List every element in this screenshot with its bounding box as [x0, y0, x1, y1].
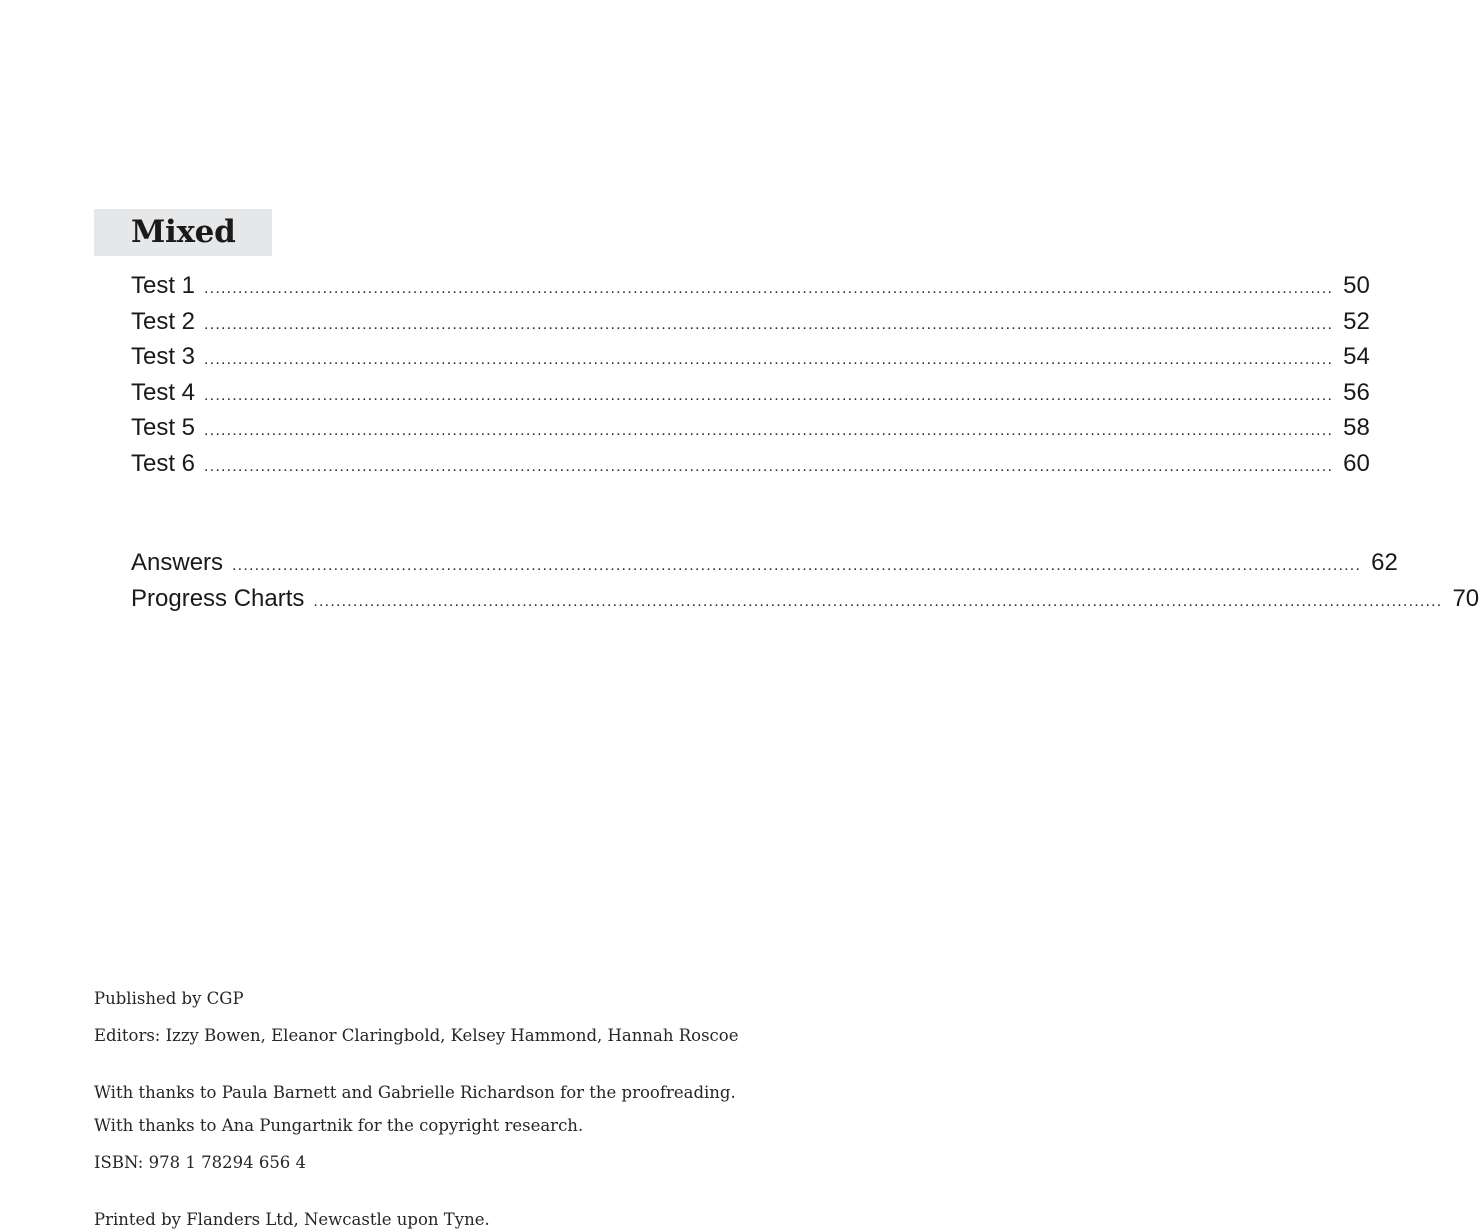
toc-label: Test 1 [131, 272, 196, 299]
dot-leader: ........................................................................................................................................................................................................ [204, 315, 1334, 333]
toc-label: Test 3 [131, 343, 196, 370]
toc-label: Test 2 [131, 307, 196, 335]
dot-leader: ........................................................................................................................................................................................................ [313, 592, 1443, 610]
dot-leader: ........................................................................................................................................................................................................ [204, 280, 1334, 297]
toc-label: Answers [131, 549, 224, 576]
proofreading-thanks: With thanks to Paula Barnett and Gabrielle Richardson for the proofreading. [94, 1083, 736, 1102]
toc-row[interactable] [131, 410, 1370, 446]
toc-label: Progress Charts [131, 584, 305, 612]
toc-row[interactable] [131, 339, 1370, 375]
toc-label: Test 6 [131, 449, 196, 477]
toc-page-number: 50 [1343, 272, 1370, 299]
toc-page-number: 52 [1343, 307, 1370, 335]
toc-page-number: 54 [1343, 343, 1370, 370]
toc-row[interactable] [131, 581, 1479, 617]
toc-row[interactable] [131, 304, 1370, 340]
toc-row[interactable] [131, 268, 1370, 304]
toc-label: Test 5 [131, 414, 196, 441]
section-header [94, 209, 272, 256]
dot-leader: ........................................................................................................................................................................................................ [204, 457, 1334, 475]
dot-leader: ........................................................................................................................................................................................................ [204, 351, 1334, 368]
section-title: Mixed [131, 214, 236, 250]
toc-page-number: 60 [1343, 449, 1370, 477]
copyright-thanks: With thanks to Ana Pungartnik for the copyright research. [94, 1116, 584, 1135]
toc-label: Test 4 [131, 378, 196, 406]
printer-line: Printed by Flanders Ltd, Newcastle upon Tyne. [94, 1210, 490, 1229]
toc-page-number: 56 [1343, 378, 1370, 406]
toc-tests [131, 268, 1370, 481]
isbn-line: ISBN: 978 1 78294 656 4 [94, 1153, 307, 1172]
toc-extras [131, 545, 1479, 616]
dot-leader: ........................................................................................................................................................................................................ [204, 386, 1334, 404]
dot-leader: ........................................................................................................................................................................................................ [232, 557, 1362, 574]
toc-row[interactable] [131, 375, 1370, 411]
editors-line: Editors: Izzy Bowen, Eleanor Claringbold, Kelsey Hammond, Hannah Roscoe [94, 1026, 739, 1045]
dot-leader: ........................................................................................................................................................................................................ [204, 422, 1334, 439]
toc-row[interactable] [131, 446, 1370, 482]
toc-row[interactable] [131, 545, 1398, 581]
toc-page-number: 58 [1343, 414, 1370, 441]
toc-page-number: 62 [1371, 549, 1398, 576]
toc-page-number: 70 [1452, 584, 1479, 612]
publisher-line: Published by CGP [94, 989, 244, 1008]
